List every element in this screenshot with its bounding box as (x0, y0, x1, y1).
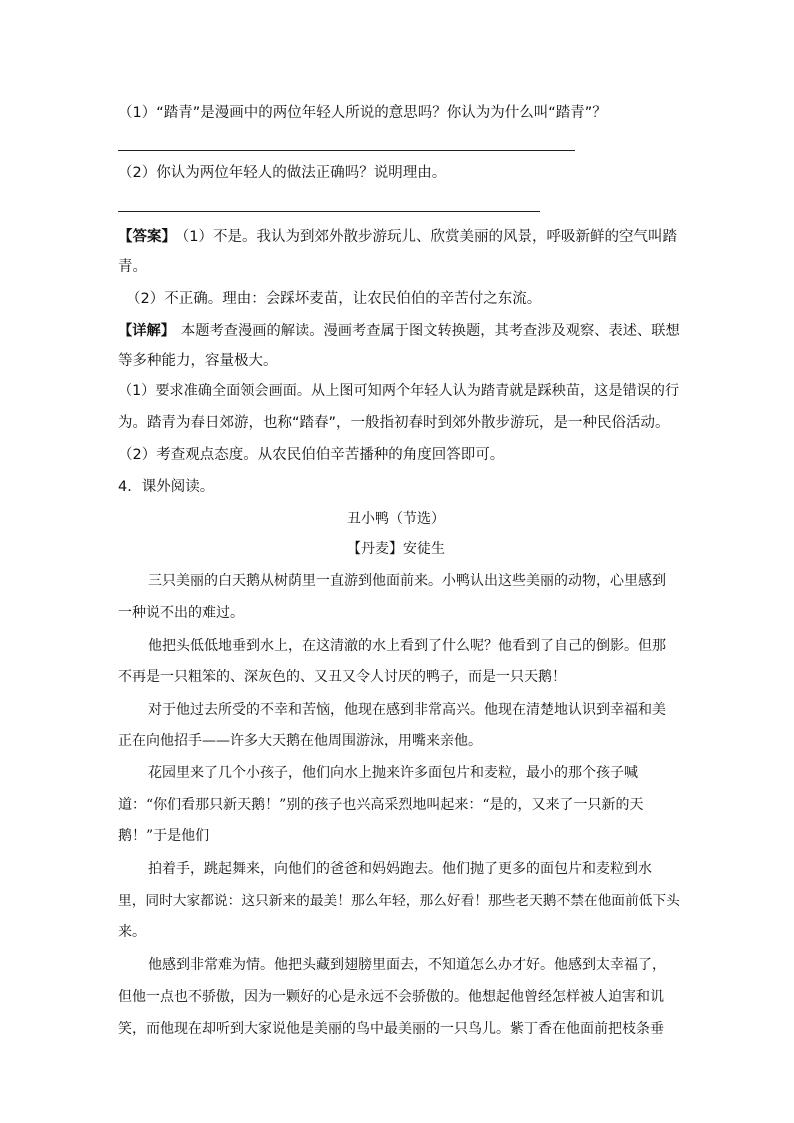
passage-line: 来。 (118, 924, 146, 940)
passage-line: 笑，而他现在却听到大家说他是美丽的鸟中最美丽的一只鸟儿。紫丁香在他面前把枝条垂 (118, 1021, 664, 1037)
answer-line-1 (118, 227, 677, 247)
passage-line: 花园里来了几个小孩子，他们向水上抛来许多面包片和麦粒，最小的那个孩子喊 (148, 765, 638, 781)
answer-text-1: （1）不是。我认为到郊外散步游玩儿、欣赏美丽的风景，呼吸新鲜的空气叫踏 (182, 229, 677, 245)
answer-blank-line-1 (118, 150, 575, 151)
passage-line: 他把头低低地垂到水上，在这清澈的水上看到了什么呢？他看到了自己的倒影。但那 (148, 638, 666, 654)
detail-line-1 (118, 321, 680, 341)
passage-line: 一种说不出的难过。 (118, 605, 244, 621)
detail-line-5: （2）考查观点态度。从农民伯伯辛苦播种的角度回答即可。 (118, 447, 505, 463)
answer-label: 【答案】 (118, 229, 176, 245)
answer-line-3: （2）不正确。理由：会踩坏麦苗，让农民伯伯的辛苦付之东流。 (126, 291, 542, 307)
detail-line-4: 为。踏青为春日郊游，也称“踏春”，一般指初春时到郊外散步游玩，是一种民俗活动。 (118, 415, 670, 431)
passage-line: 对于他过去所受的不幸和苦恼，他现在感到非常高兴。他现在清楚地认识到幸福和美 (148, 702, 666, 718)
passage-author: 【丹麦】安徒生 (347, 541, 445, 557)
passage-line: 三只美丽的白天鹅从树荫里一直游到他面前来。小鸭认出这些美丽的动物，心里感到 (148, 573, 666, 589)
section-heading: 4．课外阅读。 (118, 479, 215, 495)
question-2: （2）你认为两位年轻人的做法正确吗？说明理由。 (118, 165, 447, 181)
detail-text-1: 本题考查漫画的解读。漫画考查属于图文转换题，其考查涉及观察、表述、联想 (181, 323, 680, 339)
passage-line: 但他一点也不骄傲，因为一颗好的心是永远不会骄傲的。他想起他曾经怎样被人迫害和讥 (118, 989, 664, 1005)
detail-label: 【详解】 (118, 323, 176, 339)
detail-line-2: 等多种能力，容量极大。 (118, 353, 278, 369)
passage-line: 里，同时大家都说：这只新来的最美！那么年轻，那么好看！那些老天鹅不禁在他面前低下头 (118, 893, 680, 909)
question-1: （1）“踏青”是漫画中的两位年轻人所说的意思吗？你认为为什么叫“踏青”？ (118, 105, 607, 121)
passage-title: 丑小鸭（节选） (347, 511, 445, 527)
passage-line: 鹅！”于是他们 (118, 828, 210, 844)
passage-line: 道：“你们看那只新天鹅！”别的孩子也兴高采烈地叫起来：“是的，又来了一只新的天 (118, 797, 644, 813)
answer-line-2: 青。 (118, 259, 147, 275)
passage-line: 正在向他招手——许多大天鹅在他周围游泳，用嘴来亲他。 (118, 733, 482, 749)
detail-line-3: （1）要求准确全面领会画面。从上图可知两个年轻人认为踏青就是踩秧苗，这是错误的行 (118, 383, 680, 399)
passage-line: 不再是一只粗笨的、深灰色的、又丑又令人讨厌的鸭子，而是一只天鹅！ (118, 669, 566, 685)
passage-line: 他感到非常难为情。他把头藏到翅膀里面去，不知道怎么办才好。他感到太幸福了， (148, 957, 666, 973)
passage-line: 拍着手，跳起舞来，向他们的爸爸和妈妈跑去。他们抛了更多的面包片和麦粒到水 (148, 861, 652, 877)
answer-blank-line-2 (118, 211, 540, 212)
